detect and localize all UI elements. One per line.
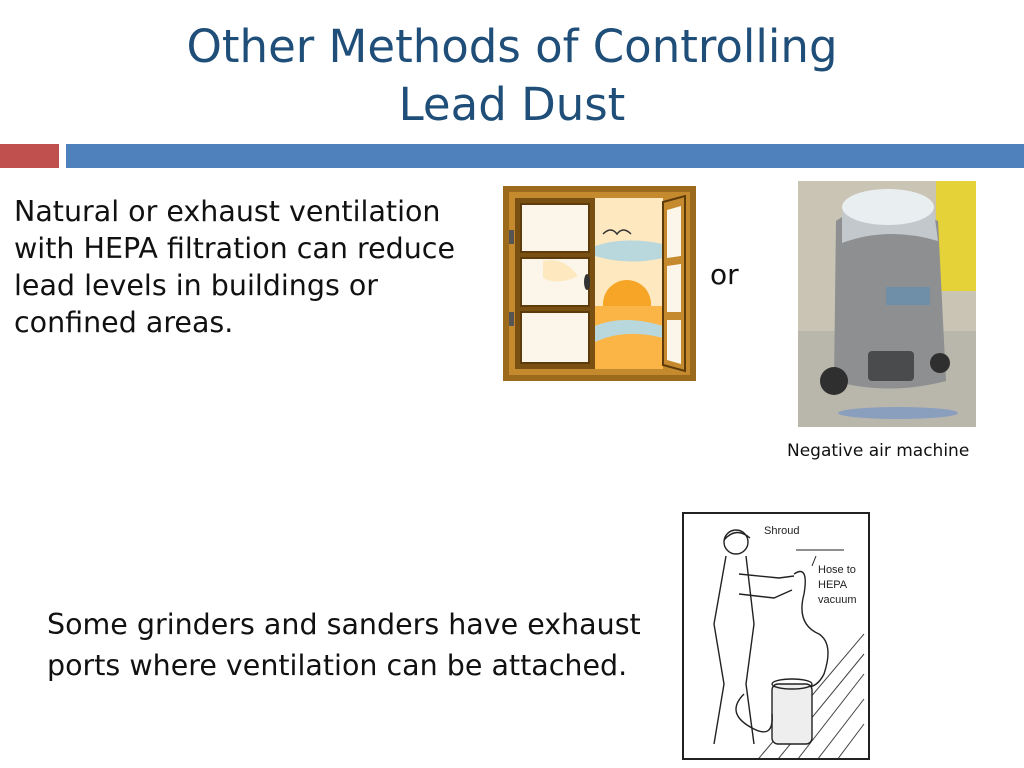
open-window-illustration — [503, 186, 696, 381]
sketch-label-hose-2: HEPA — [818, 579, 848, 591]
slide-title — [0, 18, 1024, 134]
negative-air-machine-photo — [798, 181, 976, 427]
sketch-label-hose-3: vacuum — [818, 594, 857, 606]
sketch-label-hose-1: Hose to — [818, 564, 856, 576]
sketch-label-shroud: Shroud — [764, 525, 800, 537]
machine-caption: Negative air machine — [787, 441, 970, 461]
grinder-sketch-illustration — [682, 512, 870, 760]
grinders-text: Some grinders and sanders have exhaust ports where ventilation can be attached. — [47, 608, 641, 682]
or-label: or — [710, 258, 739, 291]
accent-bar-blue — [66, 144, 1024, 168]
ventilation-text: Natural or exhaust ventilation with HEPA filtration can reduce lead levels in buildings or confined areas. — [14, 195, 455, 339]
title-line-2: Lead Dust — [398, 78, 626, 131]
accent-bar-red — [0, 144, 59, 168]
title-line-1: Other Methods of Controlling — [186, 20, 838, 73]
